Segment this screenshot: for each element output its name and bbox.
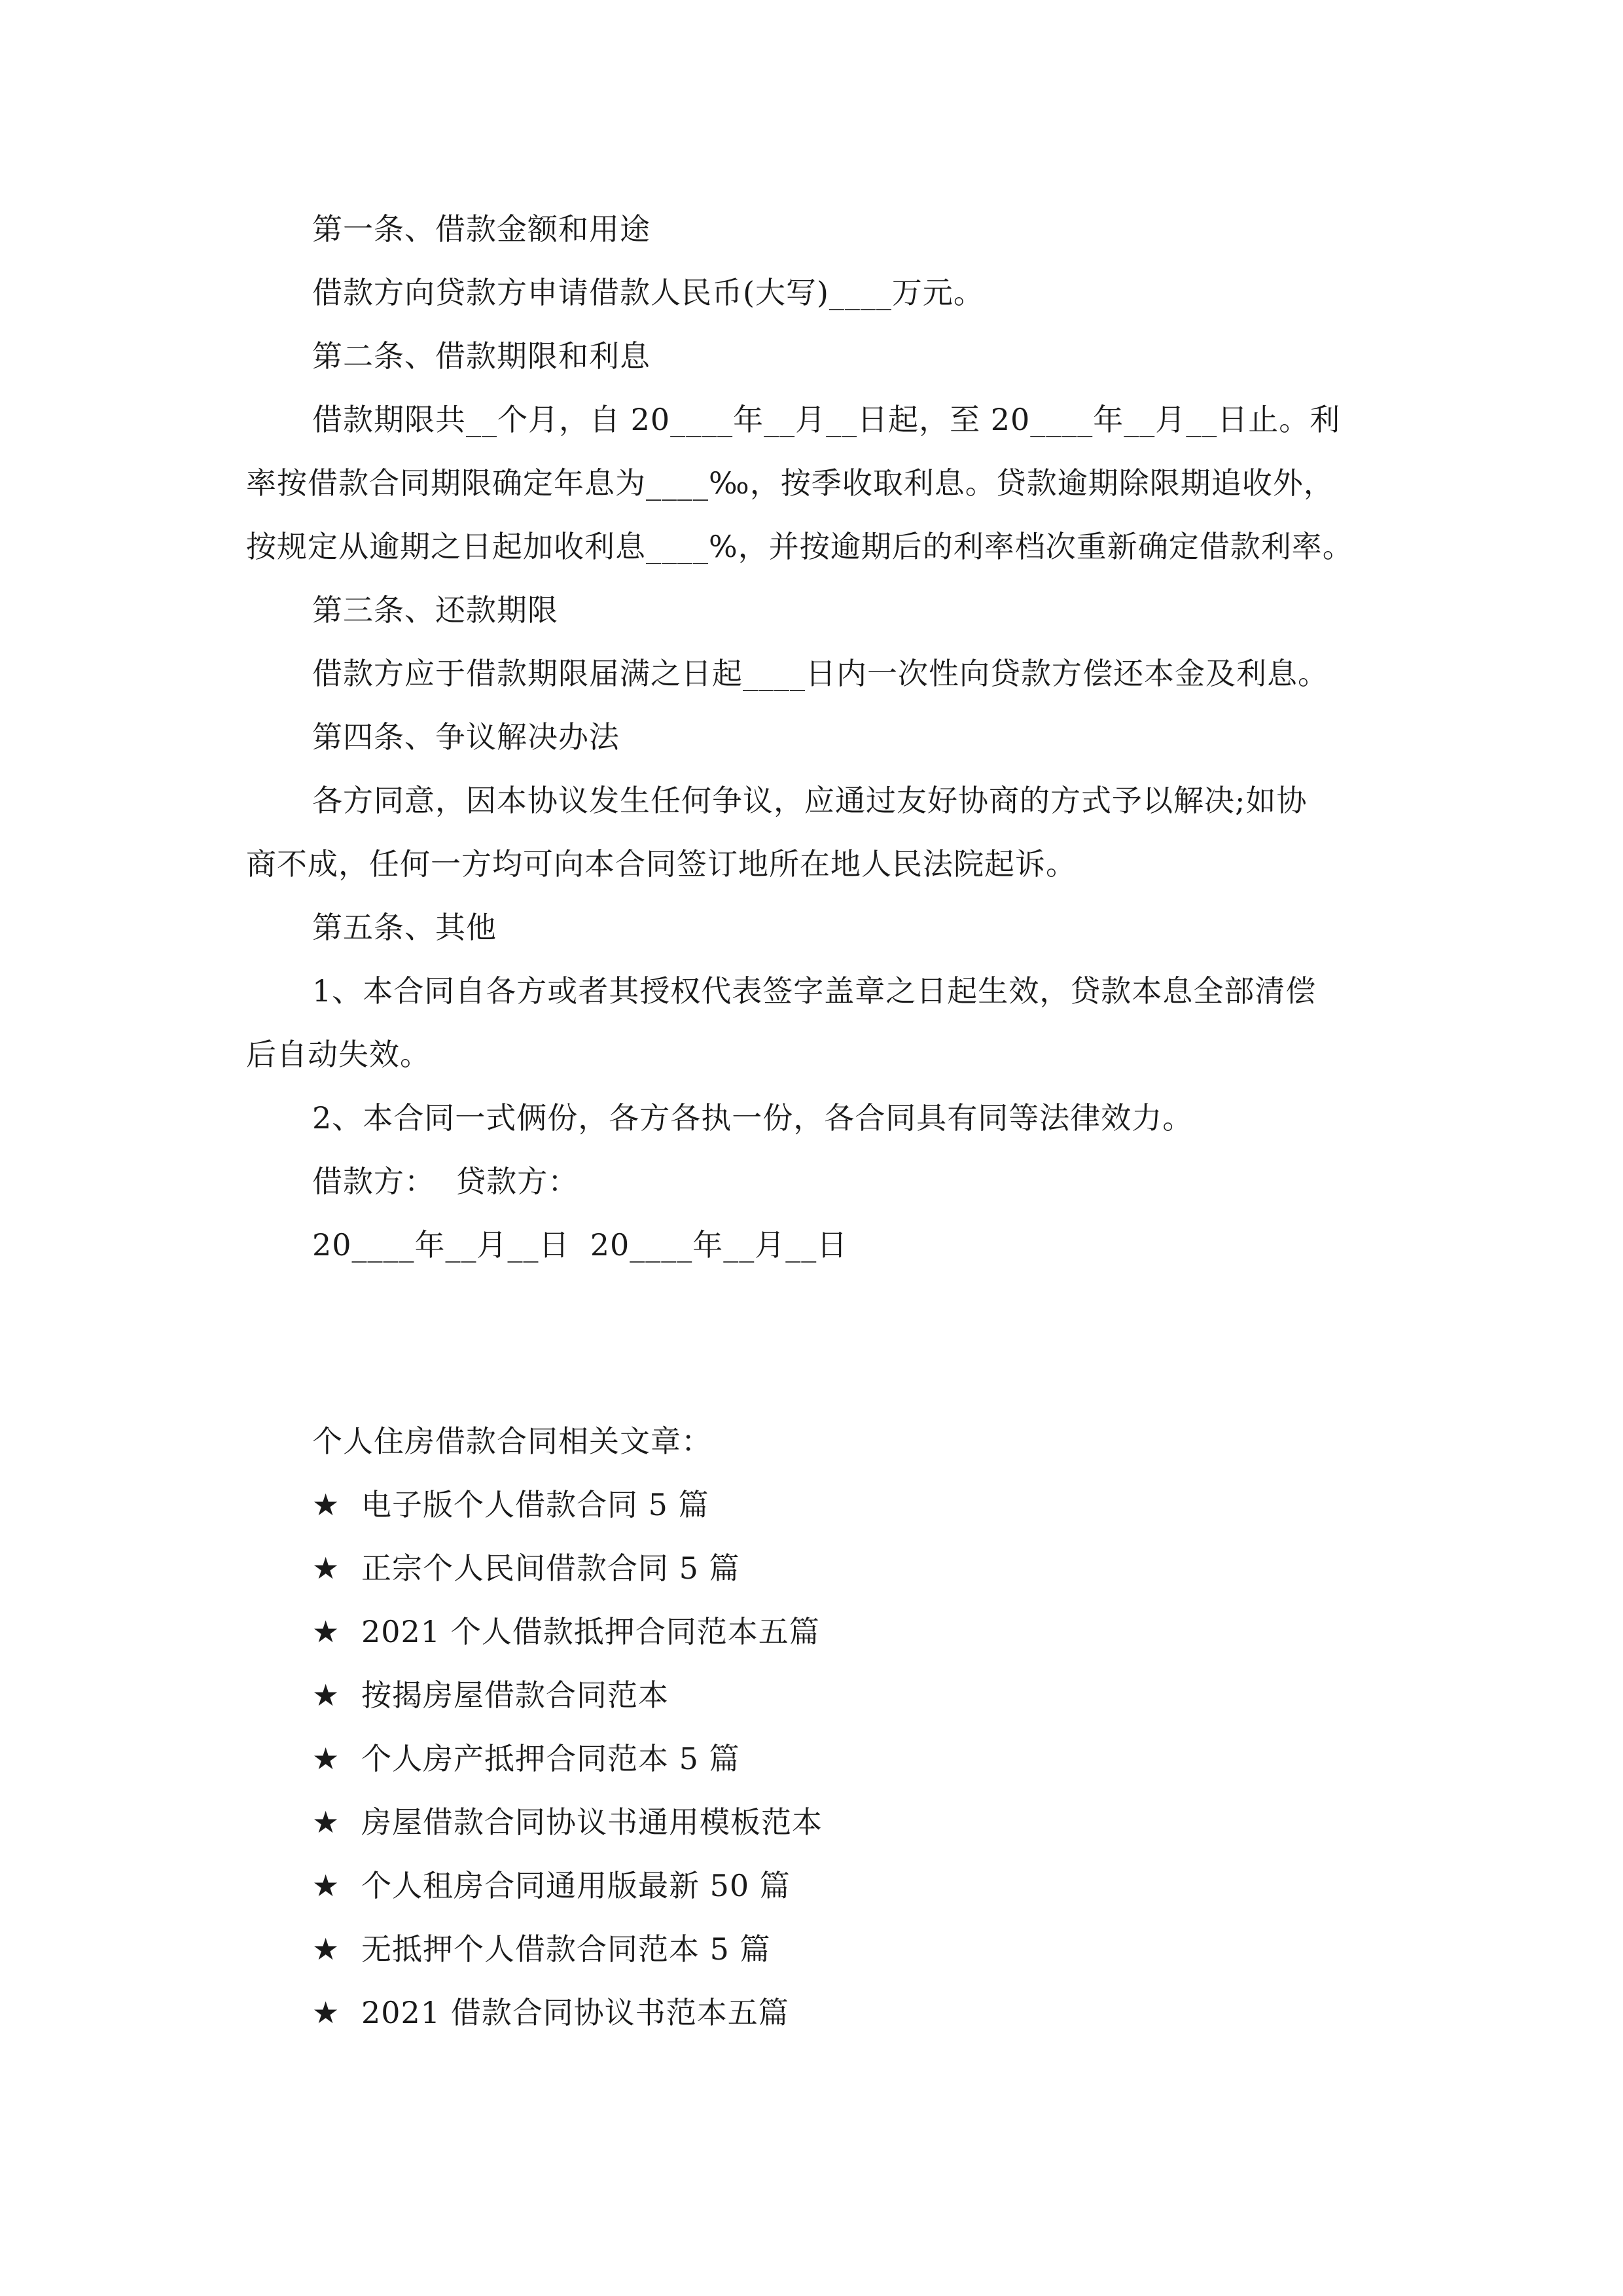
date-line: 20____年__月__日 20____年__月__日 xyxy=(312,1227,848,1263)
related-article-title: 个人租房合同通用版最新 50 篇 xyxy=(361,1868,791,1903)
star-icon: ★ xyxy=(312,1487,340,1522)
related-article-title: 按揭房屋借款合同范本 xyxy=(361,1677,669,1713)
star-icon: ★ xyxy=(312,1868,340,1903)
article-5-item-1-line-2: 后自动失效。 xyxy=(246,1037,431,1072)
star-icon: ★ xyxy=(312,1677,340,1713)
related-article-title: 房屋借款合同协议书通用模板范本 xyxy=(361,1804,823,1840)
article-3-text: 借款方应于借款期限届满之日起____日内一次性向贷款方偿还本金及利息。 xyxy=(312,656,1329,691)
related-article-link[interactable] xyxy=(312,1803,823,1842)
article-2-line-1: 借款期限共__个月，自 20____年__月__日起，至 20____年__月__日止。利 xyxy=(312,402,1341,437)
article-2-title: 第二条、借款期限和利息 xyxy=(312,338,651,374)
article-1-text: 借款方向贷款方申请借款人民币(大写)____万元。 xyxy=(312,275,984,310)
related-article-link[interactable] xyxy=(312,1929,771,1969)
star-icon: ★ xyxy=(312,1614,340,1649)
related-article-link[interactable] xyxy=(312,1993,789,2032)
star-icon: ★ xyxy=(312,1804,340,1840)
related-article-title: 电子版个人借款合同 5 篇 xyxy=(361,1487,709,1522)
article-3-title: 第三条、还款期限 xyxy=(312,592,558,628)
article-5-item-2: 2、本合同一式俩份，各方各执一份，各合同具有同等法律效力。 xyxy=(312,1100,1194,1136)
article-5-title: 第五条、其他 xyxy=(312,910,497,945)
related-article-title: 无抵押个人借款合同范本 5 篇 xyxy=(361,1931,771,1967)
star-icon: ★ xyxy=(312,1931,340,1967)
related-article-link[interactable] xyxy=(312,1676,669,1715)
article-1-title: 第一条、借款金额和用途 xyxy=(312,211,651,247)
related-article-title: 正宗个人民间借款合同 5 篇 xyxy=(361,1551,740,1586)
related-article-link[interactable] xyxy=(312,1866,791,1905)
related-article-title: 2021 个人借款抵押合同范本五篇 xyxy=(361,1614,820,1649)
related-article-link[interactable] xyxy=(312,1485,709,1524)
article-2-line-2: 率按借款合同期限确定年息为____‰，按季收取利息。贷款逾期除限期追收外， xyxy=(246,465,1334,501)
related-article-link[interactable] xyxy=(312,1549,740,1588)
related-article-title: 2021 借款合同协议书范本五篇 xyxy=(361,1995,789,2030)
article-4-line-1: 各方同意，因本协议发生任何争议，应通过友好协商的方式予以解决;如协 xyxy=(312,783,1308,818)
article-4-title: 第四条、争议解决办法 xyxy=(312,719,620,755)
article-2-line-3: 按规定从逾期之日起加收利息____%，并按逾期后的利率档次重新确定借款利率。 xyxy=(246,529,1353,564)
related-article-title: 个人房产抵押合同范本 5 篇 xyxy=(361,1741,740,1776)
related-article-link[interactable] xyxy=(312,1612,820,1651)
star-icon: ★ xyxy=(312,1551,340,1586)
star-icon: ★ xyxy=(312,1741,340,1776)
signature-line: 借款方： 贷款方： xyxy=(312,1164,579,1199)
article-5-item-1-line-1: 1、本合同自各方或者其授权代表签字盖章之日起生效，贷款本息全部清偿 xyxy=(312,973,1317,1009)
star-icon: ★ xyxy=(312,1995,340,2030)
related-articles-heading: 个人住房借款合同相关文章： xyxy=(312,1424,712,1459)
related-article-link[interactable] xyxy=(312,1739,740,1778)
article-4-line-2: 商不成，任何一方均可向本合同签订地所在地人民法院起诉。 xyxy=(246,846,1077,882)
